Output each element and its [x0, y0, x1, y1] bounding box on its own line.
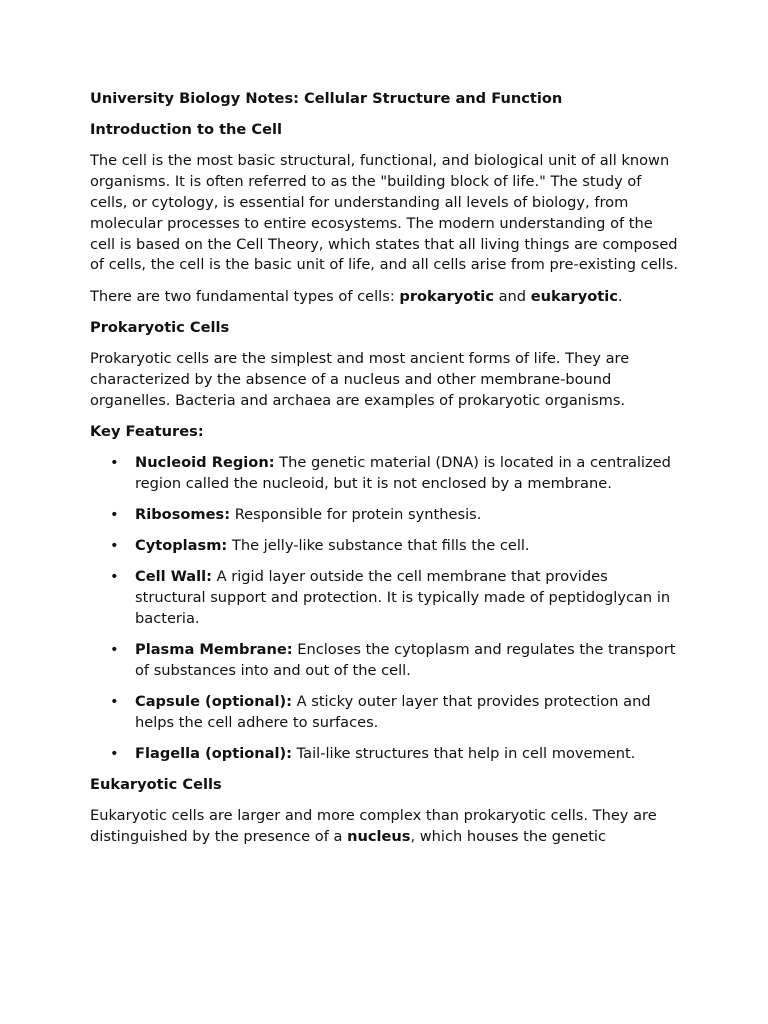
eukaryotic-paragraph-suffix: , which houses the genetic	[410, 828, 607, 846]
key-features-heading: Key Features:	[90, 422, 204, 440]
bullet-icon: •	[110, 568, 119, 586]
prokaryotic-term: prokaryotic	[399, 287, 494, 305]
cell-types-sentence	[90, 287, 680, 308]
list-item	[90, 505, 680, 526]
bullet-icon: •	[110, 505, 119, 523]
feature-term: Ribosomes:	[135, 505, 231, 523]
list-item	[90, 536, 680, 557]
eukaryotic-term: eukaryotic	[530, 287, 618, 305]
feature-description: The genetic material (DNA) is located in a centralized region called the nucleoid, but it is not enclosed by a membrane.	[135, 453, 671, 492]
eukaryotic-heading: Eukaryotic Cells	[90, 776, 222, 794]
bullet-icon: •	[110, 693, 119, 711]
intro-heading: Introduction to the Cell	[90, 121, 283, 139]
list-item	[90, 453, 680, 495]
eukaryotic-paragraph-prefix: Eukaryotic cells are larger and more complex than prokaryotic cells. They are distinguished by the presence of a	[90, 807, 657, 846]
key-features-list	[90, 453, 680, 765]
document-page	[90, 89, 680, 858]
feature-term: Nucleoid Region:	[135, 453, 275, 471]
list-item	[90, 640, 680, 682]
feature-description: Responsible for protein synthesis.	[230, 505, 482, 523]
feature-description: A sticky outer layer that provides protection and helps the cell adhere to surfaces.	[135, 693, 651, 731]
feature-term: Plasma Membrane:	[135, 641, 293, 659]
eukaryotic-paragraph	[90, 806, 680, 848]
list-item	[90, 744, 680, 765]
cell-types-and: and	[493, 287, 531, 305]
feature-description: A rigid layer outside the cell membrane that provides structural support and protection. It is typically made of peptidoglycan in bacteria.	[135, 568, 671, 627]
document-title: University Biology Notes: Cellular Structure and Function	[90, 90, 563, 107]
cell-types-suffix: .	[617, 287, 623, 305]
feature-term: Cytoplasm:	[135, 537, 228, 555]
list-item	[90, 567, 680, 629]
intro-paragraph: The cell is the most basic structural, functional, and biological unit of all known organisms. It is often referred to as the "building block of life." The study of cells, or cytology, is essential for understanding all levels of biology, from molecular processes to entire ecosystems. The modern understanding of the cell is based on the Cell Theory, which states that all living things are composed of cells, the cell is the basic unit of life, and all cells arise from pre-existing cells.	[90, 152, 679, 274]
bullet-icon: •	[110, 537, 119, 555]
feature-description: Encloses the cytoplasm and regulates the transport of substances into and out of the cell.	[135, 641, 676, 679]
prokaryotic-heading: Prokaryotic Cells	[90, 318, 230, 336]
feature-description: The jelly-like substance that fills the cell.	[227, 537, 530, 555]
bullet-icon: •	[110, 453, 119, 471]
feature-term: Capsule (optional):	[135, 693, 292, 711]
nucleus-term: nucleus	[347, 828, 411, 846]
prokaryotic-paragraph: Prokaryotic cells are the simplest and most ancient forms of life. They are characterized by the absence of a nucleus and other membrane-bound organelles. Bacteria and archaea are examples of prokaryotic organisms.	[90, 349, 630, 409]
bullet-icon: •	[110, 641, 119, 659]
feature-description: Tail-like structures that help in cell movement.	[292, 745, 636, 762]
bullet-icon: •	[110, 745, 119, 762]
cell-types-prefix: There are two fundamental types of cells:	[90, 287, 400, 305]
feature-term: Cell Wall:	[135, 568, 212, 586]
list-item	[90, 692, 680, 734]
feature-term: Flagella (optional):	[135, 745, 292, 762]
